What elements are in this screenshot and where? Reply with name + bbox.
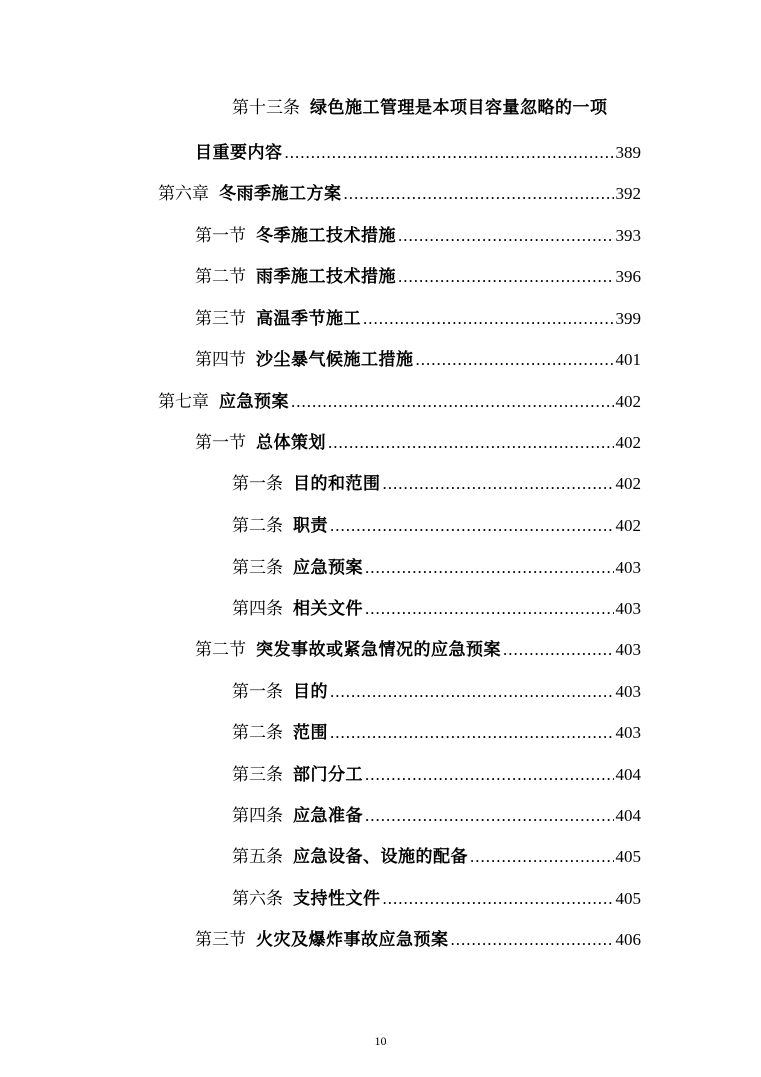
dot-leader	[285, 141, 614, 165]
dot-leader	[330, 721, 614, 745]
toc-entry-number: 第二条	[232, 516, 283, 536]
dot-leader	[470, 845, 614, 869]
toc-entry[interactable]	[232, 763, 641, 787]
toc-entry-number: 第二节	[195, 640, 246, 660]
dot-leader	[328, 431, 614, 455]
toc-entry[interactable]	[195, 307, 641, 331]
toc-entry-number: 第三节	[195, 930, 246, 950]
toc-entry[interactable]	[232, 597, 641, 621]
toc-entry[interactable]	[232, 887, 641, 911]
toc-entry-title: 应急设备、设施的配备	[293, 847, 468, 867]
dot-leader	[363, 307, 614, 331]
toc-entry-title: 突发事故或紧急情况的应急预案	[256, 640, 501, 660]
toc-entry-page: 399	[615, 309, 641, 328]
toc-entry-number: 第一节	[195, 433, 246, 453]
toc-entry-page: 402	[615, 433, 641, 452]
toc-entry-title: 绿色施工管理是本项目容量忽略的一项	[310, 98, 608, 118]
toc-entry[interactable]	[195, 141, 641, 165]
toc-entry[interactable]	[195, 265, 641, 289]
dot-leader	[365, 597, 614, 621]
toc-entry-title: 应急预案	[219, 392, 289, 412]
toc-entry-page: 389	[615, 143, 641, 162]
toc-entry-number: 第四条	[232, 599, 283, 619]
toc-entry[interactable]	[232, 514, 641, 538]
toc-entry-number: 第三节	[195, 309, 246, 329]
toc-entry-page: 405	[615, 889, 641, 908]
toc-entry-page: 403	[615, 599, 641, 618]
toc-entry[interactable]	[195, 638, 641, 662]
toc-entry[interactable]	[232, 721, 641, 745]
toc-entry-number: 第一条	[232, 682, 283, 702]
toc-entry-number: 第四条	[232, 806, 283, 826]
toc-entry-title: 范围	[293, 723, 328, 743]
toc-entry-number: 第二节	[195, 267, 246, 287]
toc-entry[interactable]	[232, 556, 641, 580]
toc-entry-page: 396	[615, 267, 641, 286]
toc-entry-page: 406	[615, 930, 641, 949]
toc-entry-title: 雨季施工技术措施	[256, 267, 396, 287]
toc-entry-number: 第六条	[232, 889, 283, 909]
toc-entry-number: 第四节	[195, 350, 246, 370]
toc-entry-title: 总体策划	[256, 433, 326, 453]
toc-entry[interactable]	[232, 804, 641, 828]
toc-entry[interactable]	[232, 845, 641, 869]
dot-leader	[416, 348, 614, 372]
dot-leader	[365, 556, 614, 580]
toc-entry-page: 404	[615, 806, 641, 825]
page-number: 10	[374, 1034, 387, 1048]
toc-entry-title: 应急预案	[293, 558, 363, 578]
toc-entry[interactable]	[195, 928, 641, 952]
toc-entry-title: 目的	[293, 682, 328, 702]
toc-entry[interactable]	[232, 680, 641, 704]
toc-entry[interactable]	[195, 348, 641, 372]
toc-entry-page: 392	[615, 184, 641, 203]
toc-entry-title: 目重要内容	[195, 143, 283, 163]
dot-leader	[398, 224, 614, 248]
toc-entry-number: 第二条	[232, 723, 283, 743]
toc-entry-page: 402	[615, 516, 641, 535]
toc-entry-number: 第三条	[232, 558, 283, 578]
toc-entry-number: 第七章	[158, 392, 209, 412]
toc-entry-title: 职责	[293, 516, 328, 536]
dot-leader	[291, 390, 614, 414]
toc-entry-page: 401	[615, 350, 641, 369]
toc-entry-title: 相关文件	[293, 599, 363, 619]
toc-entry-number: 第一节	[195, 226, 246, 246]
toc-entry-number: 第六章	[158, 184, 209, 204]
toc-entry[interactable]	[232, 472, 641, 496]
toc-entry-page: 403	[615, 682, 641, 701]
toc-entry-title: 冬季施工技术措施	[256, 226, 396, 246]
toc-entry-page: 402	[615, 392, 641, 411]
toc-entry-page: 403	[615, 558, 641, 577]
toc-entry-title: 支持性文件	[293, 889, 381, 909]
dot-leader	[383, 887, 614, 911]
dot-leader	[365, 804, 614, 828]
toc-entry-title: 应急准备	[293, 806, 363, 826]
toc-entry-title: 目的和范围	[293, 474, 381, 494]
toc-entry[interactable]	[158, 390, 641, 414]
toc-entry-number: 第一条	[232, 474, 283, 494]
dot-leader	[451, 928, 614, 952]
toc-entry-number: 第十三条	[232, 98, 300, 118]
toc-entry-page: 403	[615, 640, 641, 659]
toc-entry-page: 405	[615, 847, 641, 866]
toc-entry[interactable]	[158, 182, 641, 206]
dot-leader	[330, 680, 614, 704]
dot-leader	[365, 763, 614, 787]
toc-entry-page: 403	[615, 723, 641, 742]
toc-entry-title: 部门分工	[293, 765, 363, 785]
toc-entry-page: 404	[615, 765, 641, 784]
toc-entry[interactable]	[195, 431, 641, 455]
toc-entry-title: 高温季节施工	[256, 309, 361, 329]
dot-leader	[503, 638, 614, 662]
dot-leader	[344, 182, 614, 206]
toc-entry-page: 402	[615, 474, 641, 493]
toc-entry-title: 冬雨季施工方案	[219, 184, 342, 204]
dot-leader	[398, 265, 614, 289]
toc-entry-title: 火灾及爆炸事故应急预案	[256, 930, 449, 950]
toc-entry-number: 第三条	[232, 765, 283, 785]
toc-entry[interactable]	[195, 224, 641, 248]
toc-entry-number: 第五条	[232, 847, 283, 867]
dot-leader	[383, 472, 614, 496]
toc-entry-title: 沙尘暴气候施工措施	[256, 350, 414, 370]
toc-entry-page: 393	[615, 226, 641, 245]
dot-leader	[330, 514, 614, 538]
toc-entry[interactable]	[232, 96, 641, 120]
